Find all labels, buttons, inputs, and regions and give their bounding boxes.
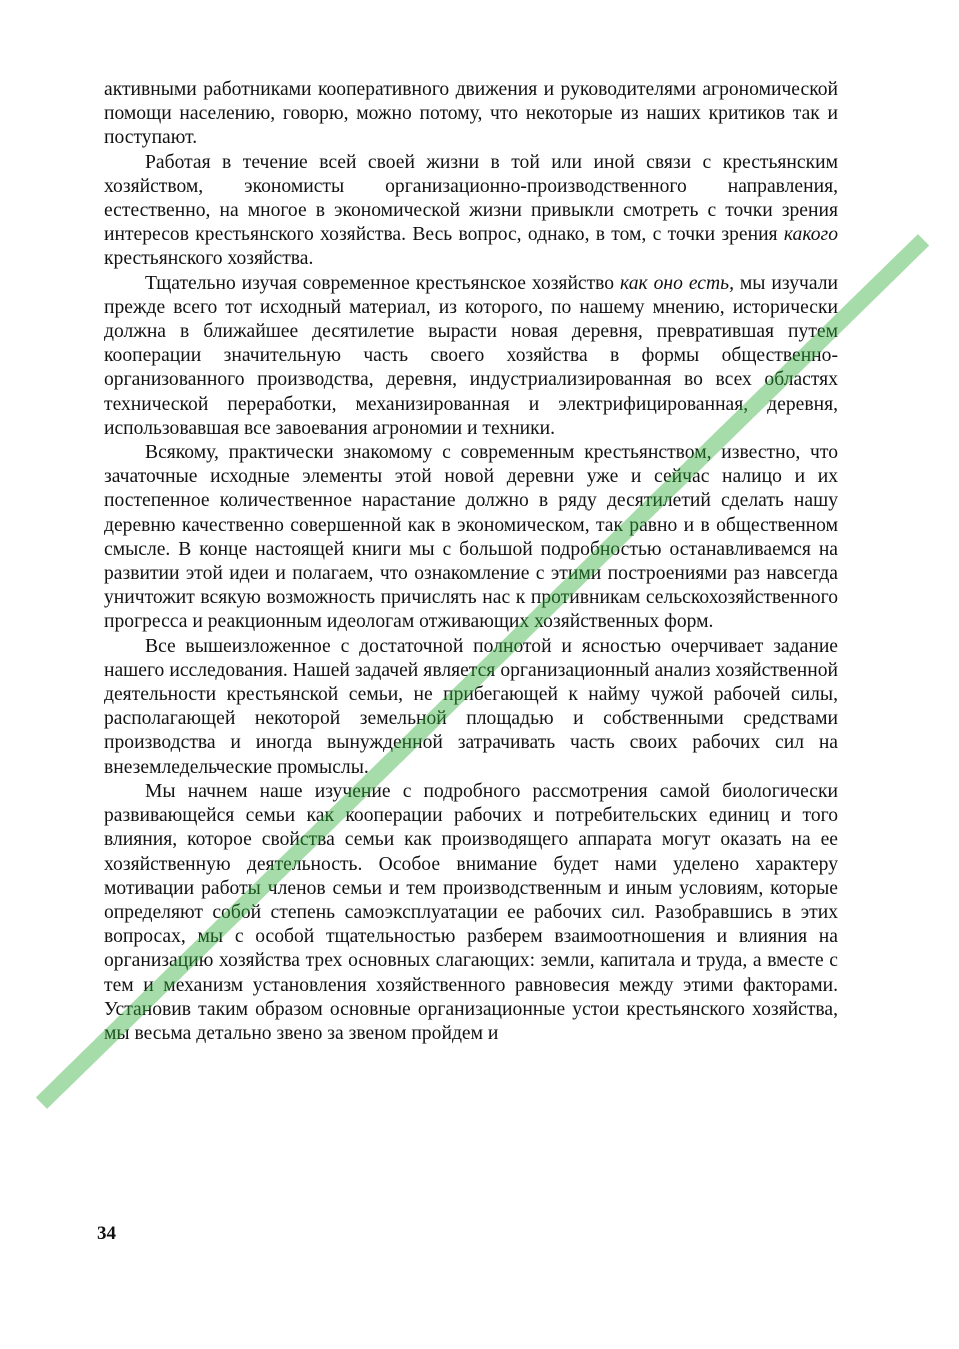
text-run: мы изучали прежде всего тот исходный материал, из которого, по нашему мнению, исторически должна в ближайшее десятилетие вырасти новая деревня, превратившая путем кооперации значительную часть своего хозяйства в формы общественно-организованного производства, деревня, индустриализированная во всех областях технической переработки, механизированная и электрифицированная, деревня, использовавшая все завоевания агрономии и техники. — [104, 272, 838, 439]
italic-text: как оно есть, — [620, 272, 734, 294]
paragraph — [104, 635, 838, 780]
text-run: крестьянского хозяйства. — [104, 248, 314, 270]
paragraph — [104, 780, 838, 1046]
page-number: 34 — [97, 1223, 116, 1244]
paragraph — [104, 151, 838, 272]
italic-text: какого — [783, 224, 838, 246]
watermark-block — [881, 234, 929, 282]
text-run: Мы начнем наше изучение с подробного рассмотрения самой биологически развивающейся семьи как кооперации рабочих и потребительских единиц и того влияния, которое свойства семьи как производящего аппарата могут оказать на ее хозяйственную деятельность. Особое внимание будет нами уделено характеру мотивации работы членов семьи и тем производственным и иным условиям, которые определяют собой степень самоэксплуатации ее рабочих сил. Разобравшись в этих вопросах, мы с особой тщательностью разберем взаимоотношения и влияния на организацию хозяйства трех основных слагающих: земли, капитала и труда, а вместе с тем и механизм установления хозяйственного равновесия между этими факторами. Установив таким образом основные организационные устои крестьянского хозяйства, мы весьма детально звено за звеном пройдем и — [104, 780, 838, 1044]
body-text — [104, 78, 838, 1046]
paragraph — [104, 78, 838, 151]
watermark-block — [55, 1042, 103, 1090]
text-run: активными работниками кооперативного движения и руководителями агрономической помощи населению, говорю, можно потому, что некоторые из наших критиков так и поступают. — [104, 79, 838, 149]
watermark-block — [861, 253, 909, 301]
text-run: Тщательно изучая современное крестьянское хозяйство — [145, 272, 621, 294]
text-run: Всякому, практически знакомому с современным крестьянством, известно, что зачаточные исходные элементы этой новой деревни уже и сейчас налицо и их постепенное количественное нарастание должно в ряду десятилетий сделать нашу деревню качественно совершенной как в экономическом, так равно и в общественном смысле. В конце настоящей книги мы с большой подробностью останавливаемся на развитии этой идеи и полагаем, что ознакомление с этими построениями раз навсегда уничтожит всякую возможность причислять нас к противникам сельскохозяйственного прогресса и реакционным идеологам отживающих хозяйственных форм. — [104, 442, 838, 633]
paragraph — [104, 441, 838, 635]
paragraph — [104, 272, 838, 441]
watermark-block — [842, 273, 890, 321]
text-run: Работая в течение всей своей жизни в той или иной связи с крестьянским хозяйством, экономисты организационно-производственного направления, естественно, на многое в экономической жизни привыкли смотреть с точки зрения интересов крестьянского хозяйства. Весь вопрос, однако, в том, с точки зрения — [104, 151, 838, 246]
text-run: Все вышеизложенное с достаточной полнотой и ясностью очерчивает задание нашего исследования. Нашей задачей является организационный анализ хозяйственной деятельности крестьянской семьи, не прибегающей к найму чужой рабочей силы, располагающей некоторой земельной площадью и собственными средствами производства и иногда вынужденной затрачивать часть своих рабочих сил на внеземледельческие промыслы. — [104, 635, 838, 778]
watermark-block — [36, 1061, 84, 1109]
